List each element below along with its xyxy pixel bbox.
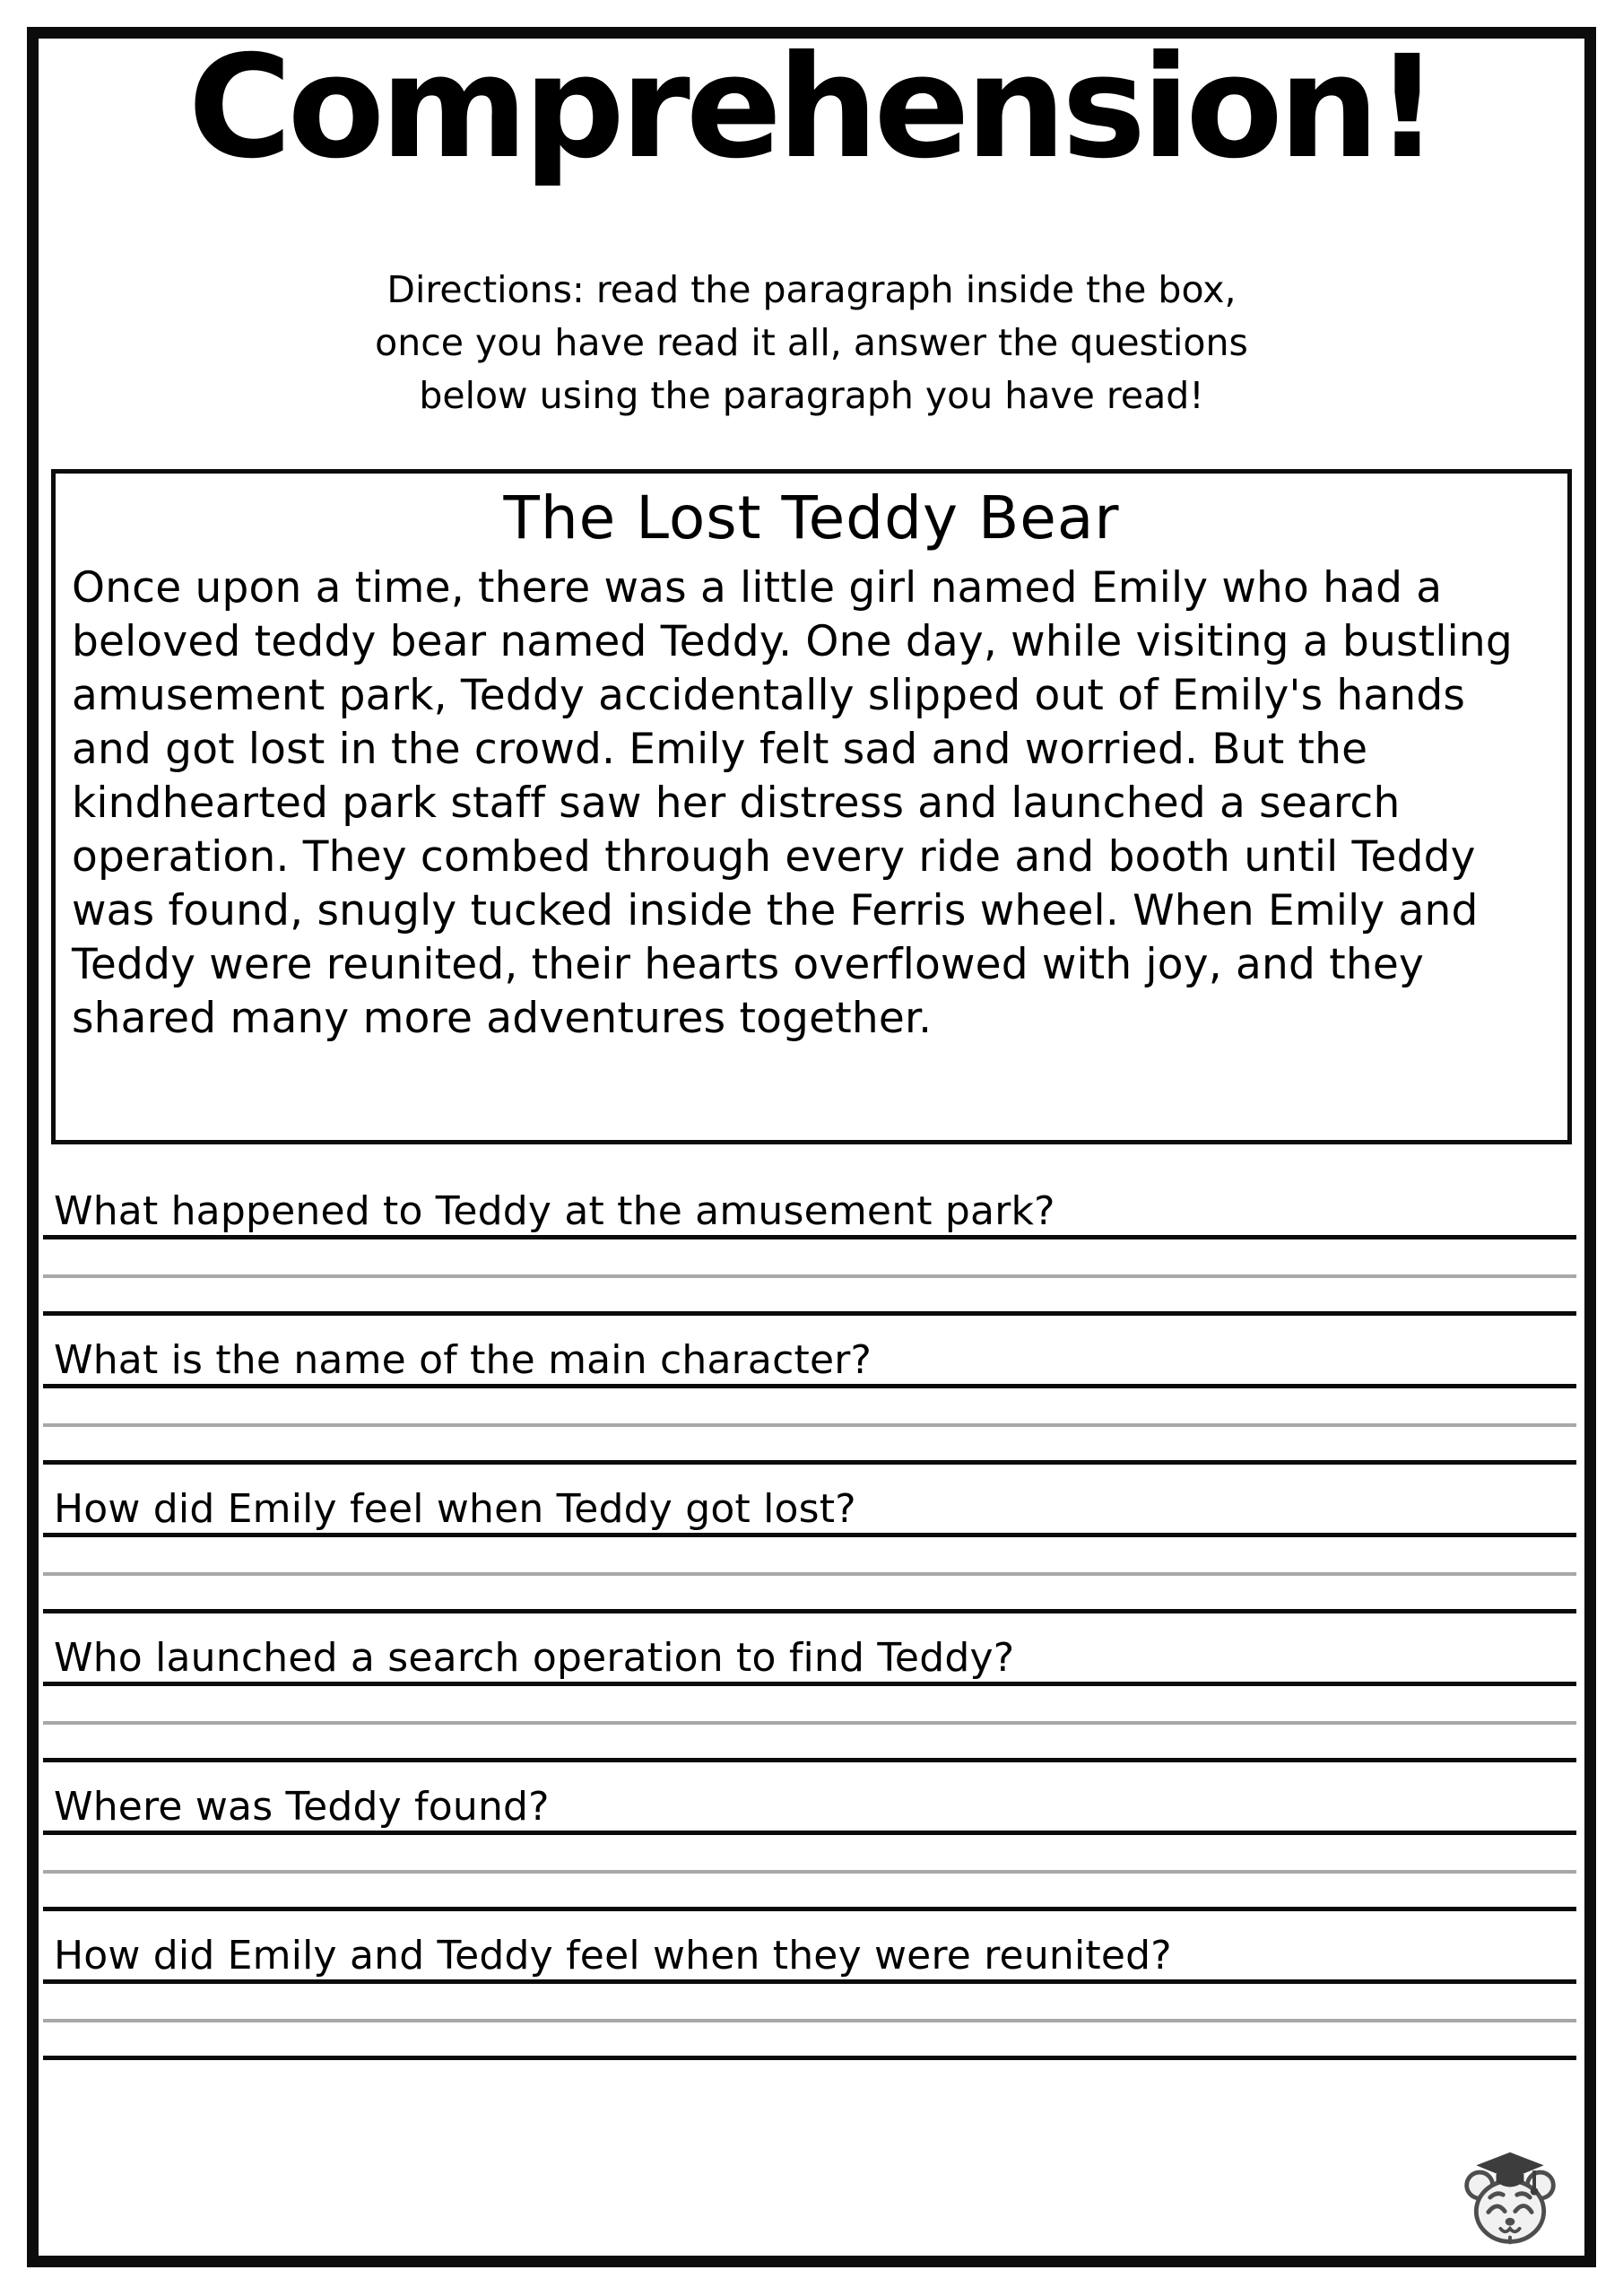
question-4-text: Who launched a search operation to find Teddy?	[43, 1631, 1576, 1686]
answer-line[interactable]	[43, 1758, 1576, 1762]
question-2-text: What is the name of the main character?	[43, 1333, 1576, 1388]
answer-line[interactable]	[43, 1423, 1576, 1427]
answer-line[interactable]	[43, 2056, 1576, 2060]
story-paragraph: Once upon a time, there was a little girl named Emily who had a beloved teddy bear named Teddy. One day, while visiting a bustling amusement park, Teddy accidentally slipped out of Emily's hands and got lost in the crowd. Emily felt sad and worried. But the kindhearted park staff saw her distress and launched a search operation. They combed through every ride and booth until Teddy was found, snugly tucked inside the Ferris wheel. When Emily and Teddy were reunited, their hearts overflowed with joy, and they shared many more adventures together.	[72, 563, 1513, 1043]
answer-line[interactable]	[43, 1870, 1576, 1874]
answer-line[interactable]	[43, 1609, 1576, 1613]
question-block-2	[43, 1333, 1576, 1465]
answer-line[interactable]	[43, 2019, 1576, 2022]
answer-line[interactable]	[43, 1460, 1576, 1465]
story-title: The Lost Teddy Bear	[503, 483, 1120, 552]
answer-line[interactable]	[43, 1572, 1576, 1576]
directions	[0, 264, 1623, 422]
question-6-text: How did Emily and Teddy feel when they were reunited?	[43, 1928, 1576, 1984]
answer-line[interactable]	[43, 1907, 1576, 1911]
answer-line[interactable]	[43, 1721, 1576, 1725]
answer-line[interactable]	[43, 1274, 1576, 1278]
question-5-text: Where was Teddy found?	[43, 1779, 1576, 1835]
question-block-1	[43, 1184, 1576, 1316]
question-3-text: How did Emily feel when Teddy got lost?	[43, 1482, 1576, 1537]
story-box	[51, 469, 1572, 1144]
question-block-3	[43, 1482, 1576, 1613]
panda-graduate-logo-icon	[1458, 2147, 1562, 2251]
question-1-text: What happened to Teddy at the amusement park?	[43, 1184, 1576, 1239]
directions-line-3: below using the paragraph you have read!	[419, 374, 1204, 417]
directions-line-2: once you have read it all, answer the questions	[375, 321, 1248, 364]
worksheet-title: Comprehension!	[187, 25, 1436, 190]
answer-line[interactable]	[43, 1311, 1576, 1316]
question-block-4	[43, 1631, 1576, 1762]
question-block-5	[43, 1779, 1576, 1911]
directions-line-1: Directions: read the paragraph inside the box,	[386, 268, 1237, 311]
questions-section	[43, 1184, 1576, 2077]
question-block-6	[43, 1928, 1576, 2060]
